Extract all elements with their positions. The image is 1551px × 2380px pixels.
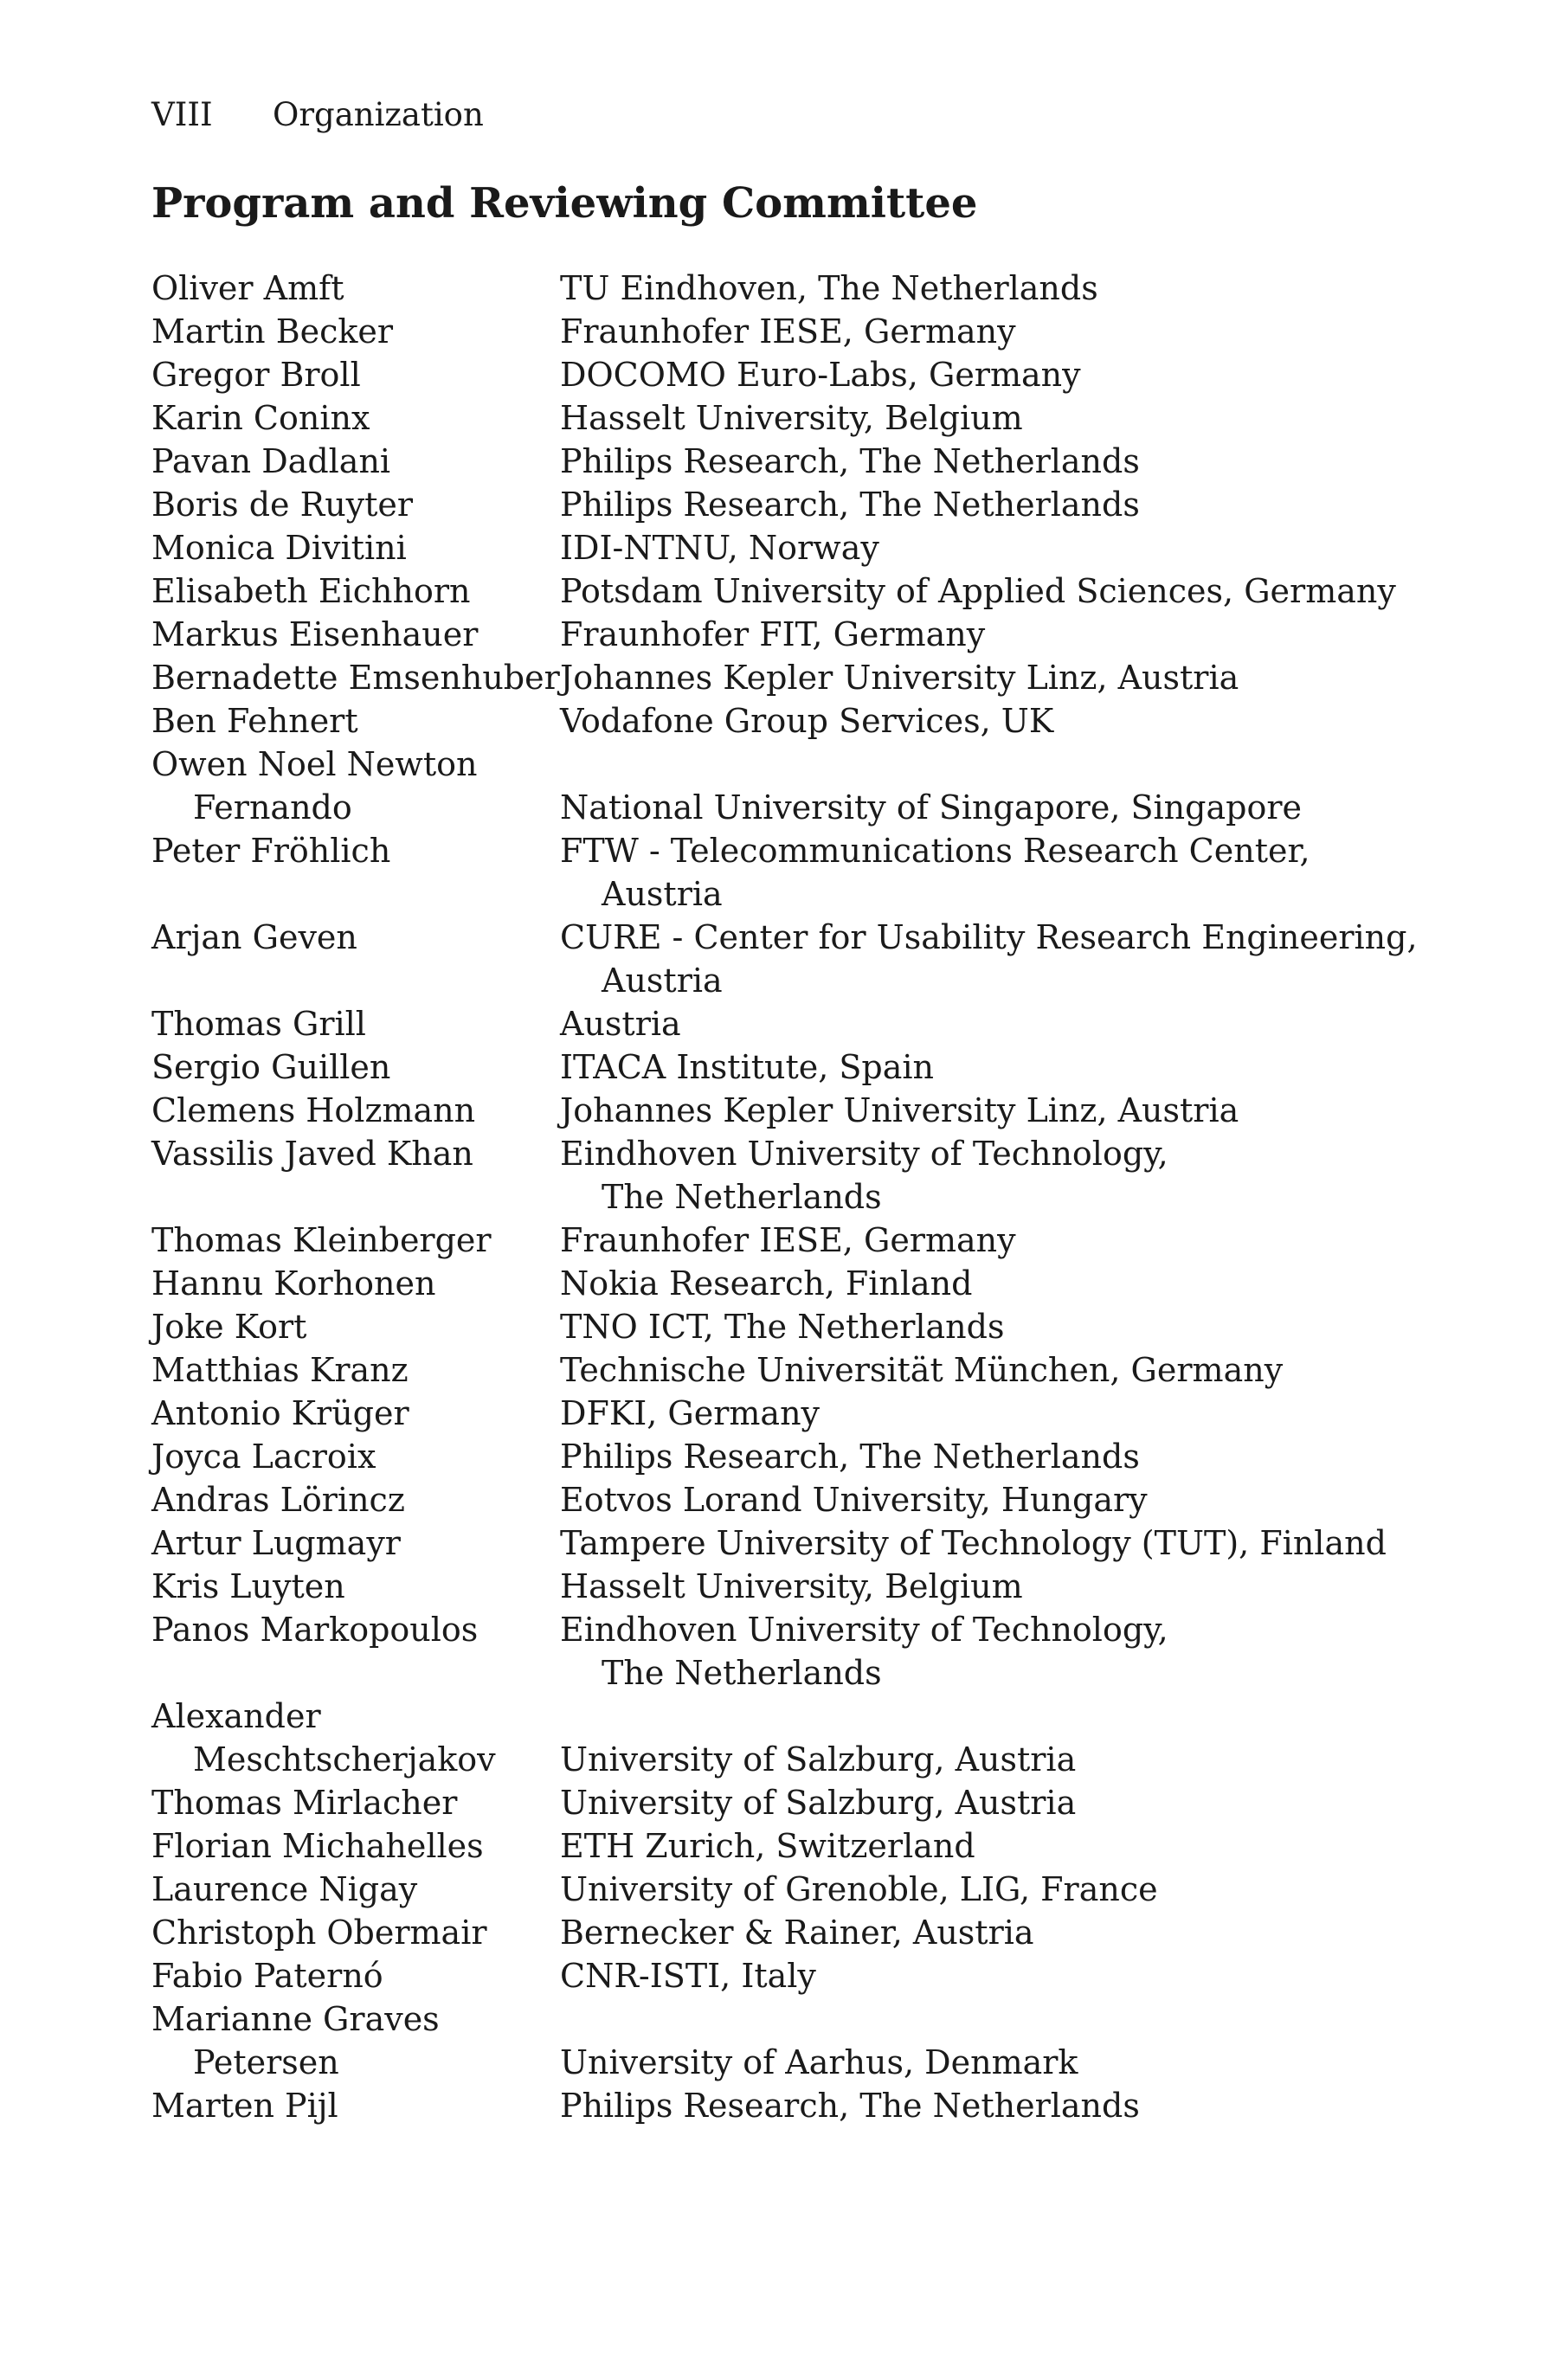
member-affiliation	[560, 1219, 1380, 1262]
committee-member	[151, 1435, 1380, 1478]
member-affiliation	[560, 1435, 1380, 1478]
member-name	[151, 1824, 560, 1868]
member-name-line: Markus Eisenhauer	[151, 615, 479, 653]
member-affiliation	[560, 1045, 1380, 1089]
member-name	[151, 569, 560, 613]
member-affiliation-line: Eotvos Lorand University, Hungary	[560, 1481, 1148, 1519]
member-name	[151, 656, 560, 699]
member-affiliation	[560, 526, 1380, 569]
member-name	[151, 1868, 560, 1911]
member-name	[151, 2084, 560, 2127]
committee-member	[151, 1911, 1380, 1954]
committee-member	[151, 310, 1380, 353]
member-affiliation	[560, 1824, 1380, 1868]
member-name	[151, 1954, 560, 1997]
member-affiliation	[560, 310, 1380, 353]
member-affiliation-line: CURE - Center for Usability Research Engineering,	[560, 918, 1418, 956]
member-name-line: Peter Fröhlich	[151, 832, 391, 870]
member-name-line: Clemens Holzmann	[151, 1091, 476, 1129]
member-affiliation	[560, 829, 1380, 916]
member-name	[151, 1781, 560, 1824]
committee-member	[151, 483, 1380, 526]
member-name	[151, 1089, 560, 1132]
member-name	[151, 743, 560, 829]
member-name-line: Ben Fehnert	[151, 702, 358, 740]
member-affiliation-line: Potsdam University of Applied Sciences, Germany	[560, 572, 1396, 610]
member-name	[151, 267, 560, 310]
member-affiliation-line: University of Aarhus, Denmark	[560, 2043, 1078, 2081]
committee-member	[151, 1521, 1387, 1565]
member-name	[151, 1435, 560, 1478]
member-name	[151, 1002, 560, 1045]
committee-member	[151, 743, 1380, 829]
member-name-line: Karin Coninx	[151, 399, 370, 437]
running-title: Organization	[273, 96, 484, 133]
member-name-line: Thomas Grill	[151, 1005, 366, 1043]
member-affiliation-line: CNR-ISTI, Italy	[560, 1957, 816, 1995]
member-name-line: Matthias Kranz	[151, 1351, 409, 1389]
member-name-line: Andras Lörincz	[151, 1481, 405, 1519]
member-affiliation	[560, 613, 1380, 656]
member-name	[151, 829, 560, 872]
member-name	[151, 1695, 560, 1781]
member-name-line: Fabio Paternó	[151, 1957, 383, 1995]
member-name	[151, 916, 560, 959]
member-name-line: Fernando	[193, 788, 352, 827]
member-affiliation	[560, 1305, 1380, 1348]
committee-member	[151, 1868, 1380, 1911]
member-affiliation-line: Philips Research, The Netherlands	[560, 1438, 1140, 1476]
member-name	[151, 1521, 560, 1565]
member-name-line: Kris Luyten	[151, 1567, 345, 1605]
committee-member	[151, 1262, 1380, 1305]
member-affiliation	[560, 1392, 1380, 1435]
member-name-line: Meschtscherjakov	[193, 1740, 496, 1779]
member-name	[151, 1262, 560, 1305]
committee-list	[151, 267, 1418, 2127]
member-affiliation-line: The Netherlands	[602, 1654, 882, 1692]
member-affiliation	[560, 1868, 1380, 1911]
member-affiliation-line: Fraunhofer IESE, Germany	[560, 312, 1016, 351]
member-affiliation-line: Eindhoven University of Technology,	[560, 1611, 1168, 1649]
member-name-line: Artur Lugmayr	[151, 1524, 401, 1562]
member-affiliation-line: Eindhoven University of Technology,	[560, 1135, 1168, 1173]
member-affiliation-line: Philips Research, The Netherlands	[560, 2087, 1140, 2125]
member-affiliation	[560, 656, 1380, 699]
member-affiliation	[560, 1954, 1380, 1997]
committee-member	[151, 1132, 1380, 1219]
member-affiliation-line: Philips Research, The Netherlands	[560, 486, 1140, 524]
member-name-line: Elisabeth Eichhorn	[151, 572, 471, 610]
member-affiliation-line: Austria	[602, 875, 723, 913]
member-affiliation-line: University of Salzburg, Austria	[560, 1740, 1077, 1779]
committee-member	[151, 2084, 1380, 2127]
member-name	[151, 1608, 560, 1651]
member-affiliation-line	[560, 1695, 1380, 1738]
member-name	[151, 1565, 560, 1608]
member-name	[151, 526, 560, 569]
member-name-line: Owen Noel Newton	[151, 745, 478, 783]
member-name-line: Alexander	[151, 1697, 321, 1735]
member-name	[151, 353, 560, 396]
member-affiliation-line: Tampere University of Technology (TUT), Finland	[560, 1524, 1387, 1562]
member-affiliation	[560, 1089, 1380, 1132]
member-name	[151, 1478, 560, 1521]
member-name-line: Bernadette Emsenhuber	[151, 659, 560, 697]
member-name	[151, 396, 560, 440]
member-name-line: Boris de Ruyter	[151, 486, 414, 524]
member-name	[151, 1219, 560, 1262]
committee-member	[151, 1781, 1380, 1824]
committee-member	[151, 916, 1418, 1002]
member-affiliation-line: Nokia Research, Finland	[560, 1264, 973, 1303]
committee-member	[151, 1002, 1380, 1045]
member-affiliation-line: University of Grenoble, LIG, France	[560, 1870, 1158, 1908]
member-affiliation	[560, 1002, 1380, 1045]
member-name-line: Marianne Graves	[151, 2000, 440, 2038]
member-affiliation-line: Hasselt University, Belgium	[560, 1567, 1023, 1605]
member-name-line: Antonio Krüger	[151, 1394, 409, 1432]
committee-member	[151, 829, 1380, 916]
running-head	[151, 93, 484, 137]
committee-member	[151, 1478, 1380, 1521]
member-affiliation-line: ITACA Institute, Spain	[560, 1048, 935, 1086]
committee-member	[151, 526, 1380, 569]
committee-member	[151, 656, 1380, 699]
member-affiliation-line	[560, 1997, 1380, 2041]
member-affiliation	[560, 267, 1380, 310]
member-affiliation-line	[560, 743, 1380, 786]
member-name	[151, 613, 560, 656]
member-affiliation-line: Bernecker & Rainer, Austria	[560, 1914, 1034, 1952]
member-name	[151, 1045, 560, 1089]
member-affiliation	[560, 1478, 1380, 1521]
member-name-line: Thomas Kleinberger	[151, 1221, 492, 1259]
member-name-line: Oliver Amft	[151, 269, 344, 307]
committee-member	[151, 699, 1380, 743]
member-name-line: Joke Kort	[151, 1308, 307, 1346]
member-name-line: Petersen	[193, 2043, 339, 2081]
member-name	[151, 699, 560, 743]
member-affiliation	[560, 916, 1418, 1002]
committee-member	[151, 569, 1396, 613]
member-name-line: Hannu Korhonen	[151, 1264, 436, 1303]
section-title: Program and Reviewing Committee	[151, 179, 978, 228]
member-name-line: Florian Michahelles	[151, 1827, 484, 1865]
member-name-line: Arjan Geven	[151, 918, 357, 956]
member-affiliation	[560, 1262, 1380, 1305]
member-affiliation	[560, 743, 1380, 829]
member-affiliation-line: Austria	[602, 962, 723, 1000]
member-name	[151, 1997, 560, 2084]
member-affiliation	[560, 1695, 1380, 1781]
member-affiliation-line: Johannes Kepler University Linz, Austria	[560, 659, 1239, 697]
committee-member	[151, 1997, 1380, 2084]
member-affiliation-line: National University of Singapore, Singapore	[560, 788, 1302, 827]
committee-member	[151, 267, 1380, 310]
member-name-line: Monica Divitini	[151, 529, 407, 567]
member-name-line: Joyca Lacroix	[151, 1438, 376, 1476]
member-affiliation-line: DOCOMO Euro-Labs, Germany	[560, 356, 1081, 394]
member-name	[151, 483, 560, 526]
member-affiliation-line: Johannes Kepler University Linz, Austria	[560, 1091, 1239, 1129]
member-affiliation-line: Fraunhofer IESE, Germany	[560, 1221, 1016, 1259]
member-name-line: Martin Becker	[151, 312, 394, 351]
member-name-line: Pavan Dadlani	[151, 442, 391, 480]
member-name-line: Laurence Nigay	[151, 1870, 418, 1908]
committee-member	[151, 1608, 1380, 1695]
member-affiliation-line: DFKI, Germany	[560, 1394, 821, 1432]
member-affiliation	[560, 2084, 1380, 2127]
member-affiliation	[560, 1565, 1380, 1608]
committee-member	[151, 1824, 1380, 1868]
member-affiliation-line: Fraunhofer FIT, Germany	[560, 615, 986, 653]
member-name-line: Thomas Mirlacher	[151, 1784, 458, 1822]
committee-member	[151, 1392, 1380, 1435]
member-affiliation	[560, 396, 1380, 440]
member-affiliation	[560, 1521, 1387, 1565]
member-name	[151, 1392, 560, 1435]
member-affiliation	[560, 1348, 1380, 1392]
member-affiliation	[560, 440, 1380, 483]
member-affiliation-line: Austria	[560, 1005, 681, 1043]
member-affiliation	[560, 1781, 1380, 1824]
member-name-line: Sergio Guillen	[151, 1048, 391, 1086]
member-affiliation-line: University of Salzburg, Austria	[560, 1784, 1077, 1822]
committee-member	[151, 440, 1380, 483]
committee-member	[151, 1305, 1380, 1348]
member-affiliation-line: IDI-NTNU, Norway	[560, 529, 879, 567]
member-affiliation	[560, 1997, 1380, 2084]
member-affiliation	[560, 353, 1380, 396]
member-name	[151, 1348, 560, 1392]
member-name	[151, 1132, 560, 1175]
committee-member	[151, 1695, 1380, 1781]
member-name-line: Vassilis Javed Khan	[151, 1135, 473, 1173]
committee-member	[151, 1954, 1380, 1997]
member-affiliation-line: Hasselt University, Belgium	[560, 399, 1023, 437]
member-affiliation-line: TNO ICT, The Netherlands	[560, 1308, 1005, 1346]
member-name-line: Christoph Obermair	[151, 1914, 487, 1952]
member-affiliation	[560, 1608, 1380, 1695]
committee-member	[151, 1045, 1380, 1089]
committee-member	[151, 353, 1380, 396]
member-affiliation-line: Philips Research, The Netherlands	[560, 442, 1140, 480]
member-affiliation-line: FTW - Telecommunications Research Center,	[560, 832, 1310, 870]
member-name	[151, 1305, 560, 1348]
member-affiliation	[560, 699, 1380, 743]
committee-member	[151, 1565, 1380, 1608]
member-affiliation-line: Vodafone Group Services, UK	[560, 702, 1054, 740]
member-affiliation-line: TU Eindhoven, The Netherlands	[560, 269, 1098, 307]
member-affiliation	[560, 1911, 1380, 1954]
member-name-line: Panos Markopoulos	[151, 1611, 479, 1649]
committee-member	[151, 396, 1380, 440]
member-affiliation	[560, 483, 1380, 526]
committee-member	[151, 1348, 1380, 1392]
member-affiliation-line: Technische Universität München, Germany	[560, 1351, 1284, 1389]
member-name	[151, 1911, 560, 1954]
page-number: VIII	[151, 96, 213, 133]
committee-member	[151, 1089, 1380, 1132]
member-affiliation	[560, 569, 1396, 613]
member-affiliation	[560, 1132, 1380, 1219]
member-name-line: Gregor Broll	[151, 356, 361, 394]
member-name	[151, 310, 560, 353]
member-name	[151, 440, 560, 483]
member-affiliation-line: ETH Zurich, Switzerland	[560, 1827, 975, 1865]
committee-member	[151, 1219, 1380, 1262]
member-affiliation-line: The Netherlands	[602, 1178, 882, 1216]
member-name-line: Marten Pijl	[151, 2087, 338, 2125]
committee-member	[151, 613, 1380, 656]
